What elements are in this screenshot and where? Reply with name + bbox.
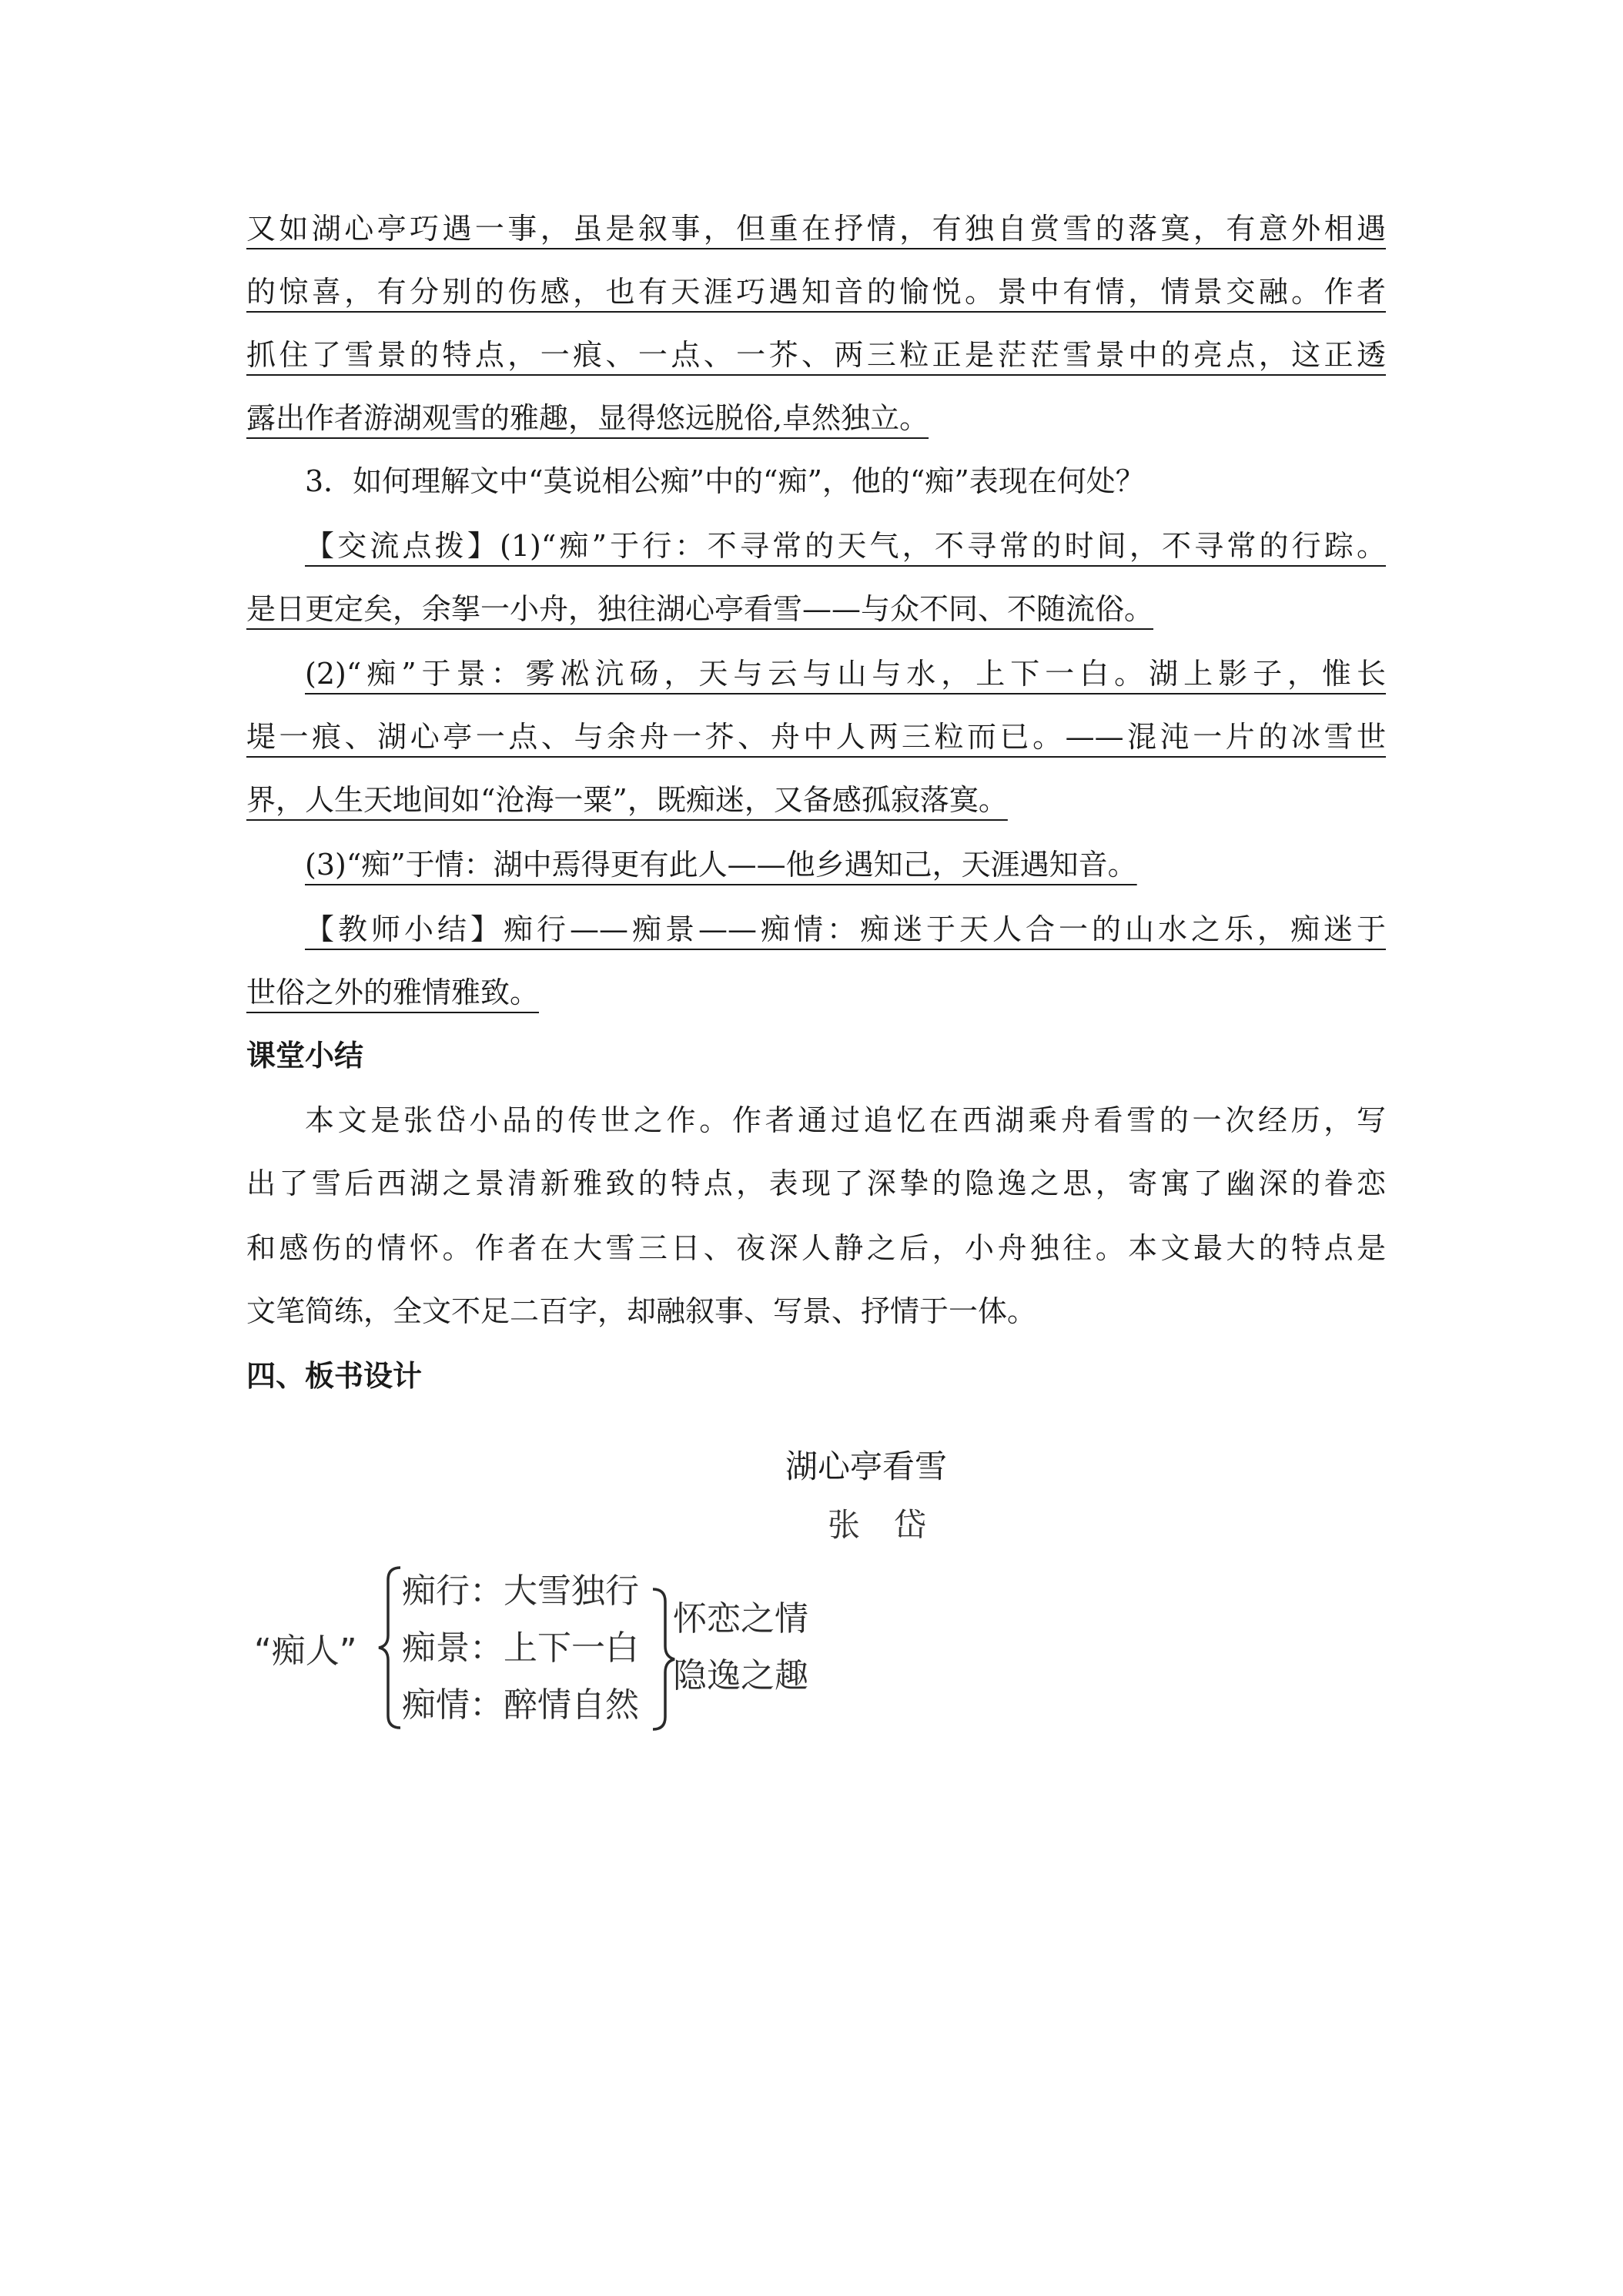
board-result-2: 隐逸之趣 (673, 1656, 808, 1695)
class-summary-heading: 课堂小结 (246, 1039, 364, 1073)
teacher-summary-line-2: 世俗之外的雅情雅致。 (246, 976, 540, 1009)
board-author: 张岱 (828, 1506, 961, 1544)
summary-line-3: 和感伤的情怀。作者在大雪三日、夜深人静之后，小舟独往。本文最大的特点是 (246, 1231, 1386, 1265)
board-design-heading: 四、板书设计 (246, 1359, 423, 1393)
para1-line-3: 抓住了雪景的特点，一痕、一点、一芥、两三粒正是茫茫雪景中的亮点，这正透 (246, 338, 1386, 372)
para1-line-2: 的惊喜，有分别的伤感，也有天涯巧遇知音的愉悦。景中有情，情景交融。作者 (246, 275, 1386, 309)
summary-line-1: 本文是张岱小品的传世之作。作者通过追忆在西湖乘舟看雪的一次经历，写 (305, 1103, 1386, 1137)
board-item-1: 痴行：大雪独行 (402, 1571, 639, 1611)
teacher-summary-line-1: 【教师小结】痴行——痴景——痴情：痴迷于天人合一的山水之乐，痴迷于 (305, 912, 1386, 946)
answer-line-2: 是日更定矣，余挐一小舟，独往湖心亭看雪——与众不同、不随流俗。 (246, 592, 1154, 626)
summary-line-2: 出了雪后西湖之景清新雅致的特点，表现了深挚的隐逸之思，寄寓了幽深的眷恋 (246, 1166, 1386, 1200)
para1-line-4: 露出作者游湖观雪的雅趣，显得悠远脱俗,卓然独立。 (246, 401, 929, 435)
question-3: 3．如何理解文中“莫说相公痴”中的“痴”，他的“痴”表现在何处？ (305, 464, 1145, 498)
board-item-2: 痴景：上下一白 (402, 1628, 639, 1668)
summary-line-4: 文笔简练，全文不足二百字，却融叙事、写景、抒情于一体。 (246, 1294, 1037, 1328)
answer-line-4: 堤一痕、湖心亭一点、与余舟一芥、舟中人两三粒而已。——混沌一片的冰雪世 (246, 720, 1386, 754)
board-result-1: 怀恋之情 (673, 1599, 808, 1638)
answer-line-3: (2)“痴”于景：雾凇沆砀，天与云与山与水，上下一白。湖上影子，惟长 (305, 657, 1386, 691)
para1-line-1: 又如湖心亭巧遇一事，虽是叙事，但重在抒情，有独自赏雪的落寞，有意外相遇 (246, 212, 1386, 246)
answer-line-1: 【交流点拨】(1)“痴”于行：不寻常的天气，不寻常的时间，不寻常的行踪。 (305, 529, 1386, 563)
answer-line-6: (3)“痴”于情：湖中焉得更有此人——他乡遇知己，天涯遇知音。 (305, 848, 1137, 882)
board-title: 湖心亭看雪 (785, 1448, 948, 1485)
board-item-3: 痴情：醉情自然 (402, 1685, 639, 1725)
answer-line-5: 界，人生天地间如“沧海一粟”，既痴迷，又备感孤寂落寞。 (246, 783, 1008, 817)
board-root: “痴人” (254, 1632, 357, 1671)
